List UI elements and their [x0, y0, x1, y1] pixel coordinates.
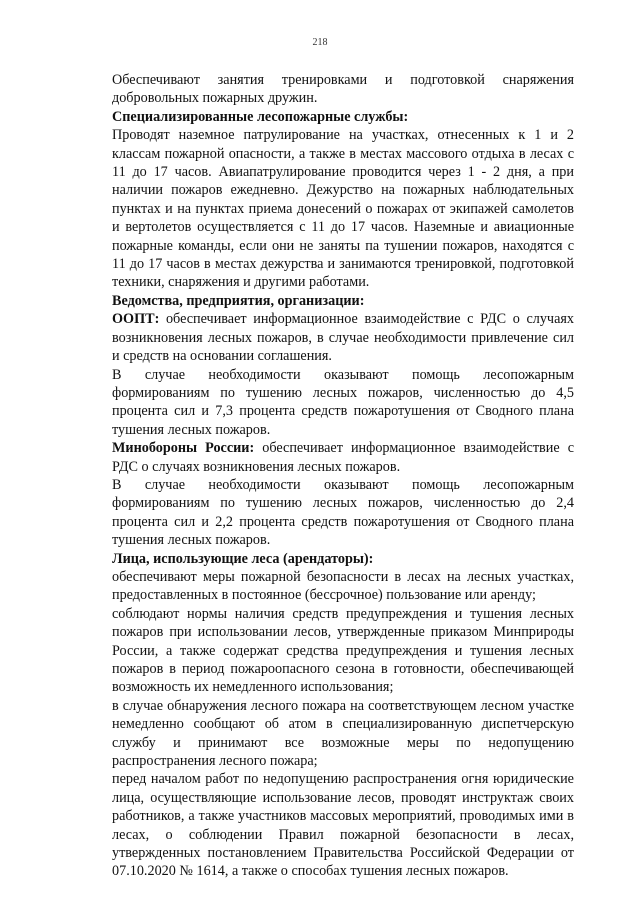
- paragraph-text: обеспечивает информационное взаимодействие с РДС о случаях возникновения лесных пожаров.: [112, 440, 574, 475]
- paragraph: [112, 310, 574, 365]
- section-heading: Лица, использующие леса (арендаторы):: [112, 550, 374, 567]
- paragraph-lead: Минобороны России:: [112, 440, 255, 457]
- page-number: 218: [312, 37, 328, 48]
- paragraph: В случае необходимости оказывают помощь лесопожарным формированиям по тушению лесных пожаров, численностью до 2,4 процента сил и 2,2 процента средств пожаротушения от Сводного плана тушения лесных пожаров.: [112, 476, 574, 549]
- paragraph: Обеспечивают занятия тренировками и подготовкой снаряжения добровольных пожарных дружин.: [112, 72, 574, 107]
- section-heading: Ведомства, предприятия, организации:: [112, 292, 365, 309]
- document-body: [112, 71, 574, 881]
- paragraph: перед началом работ по недопущению распространения огня юридические лица, осуществляющие использование лесов, проводят инструктаж своих работников, а также участников массовых мероприятий, проводимых ими в лесах, о соблюдении Правил пожарной безопасности в лесах, утвержденных постановлением Правительства Российской Федерации от 07.10.2020 № 1614, а также о способах тушения лесных пожаров.: [112, 771, 574, 880]
- paragraph: [112, 439, 574, 476]
- paragraph-lead: ООПТ:: [112, 311, 160, 328]
- paragraph: соблюдают нормы наличия средств предупреждения и тушения лесных пожаров при использовании лесов, утвержденные приказом Минприроды России, а также содержат средства предупреждения и тушения лесных пожаров в период пожароопасного сезона в готовности, обеспечивающей возможность их немедленного использования;: [112, 605, 574, 696]
- section-heading: Специализированные лесопожарные службы:: [112, 108, 409, 125]
- paragraph: Проводят наземное патрулирование на участках, отнесенных к 1 и 2 классам пожарной опасности, а также в местах массового отдыха в лесах с 11 до 17 часов. Авиапатрулирование проводится через 1 - 2 дня, а при наличии пожаров ежедневно. Дежурство на пожарных наблюдательных пунктах и на пунктах приема донесений о пожарах от экипажей самолетов и вертолетов осуществляется с 11 до 17 часов. Наземные и авиационные пожарные команды, если они не заняты па тушении пожаров, находятся с 11 до 17 часов в местах дежурства и занимаются тренировкой, подготовкой техники, снаряжения и другими работами.: [112, 127, 574, 291]
- paragraph-text: обеспечивает информационное взаимодействие с РДС о случаях возникновения лесных пожаров, в случае необходимости привлечение сил и средств на основании соглашения.: [112, 311, 574, 365]
- paragraph: обеспечивают меры пожарной безопасности в лесах на лесных участках, предоставленных в постоянное (бессрочное) пользование или аренду;: [112, 568, 574, 604]
- paragraph: В случае необходимости оказывают помощь лесопожарным формированиям по тушению лесных пожаров, численностью до 4,5 процента сил и 7,3 процента средств пожаротушения от Сводного плана тушения лесных пожаров.: [112, 366, 574, 438]
- paragraph: в случае обнаружения лесного пожара на соответствующем лесном участке немедленно сообщают об атом в специализированную диспетчерскую службу и принимают все возможные меры по недопущению распространения лесного пожара;: [112, 697, 574, 770]
